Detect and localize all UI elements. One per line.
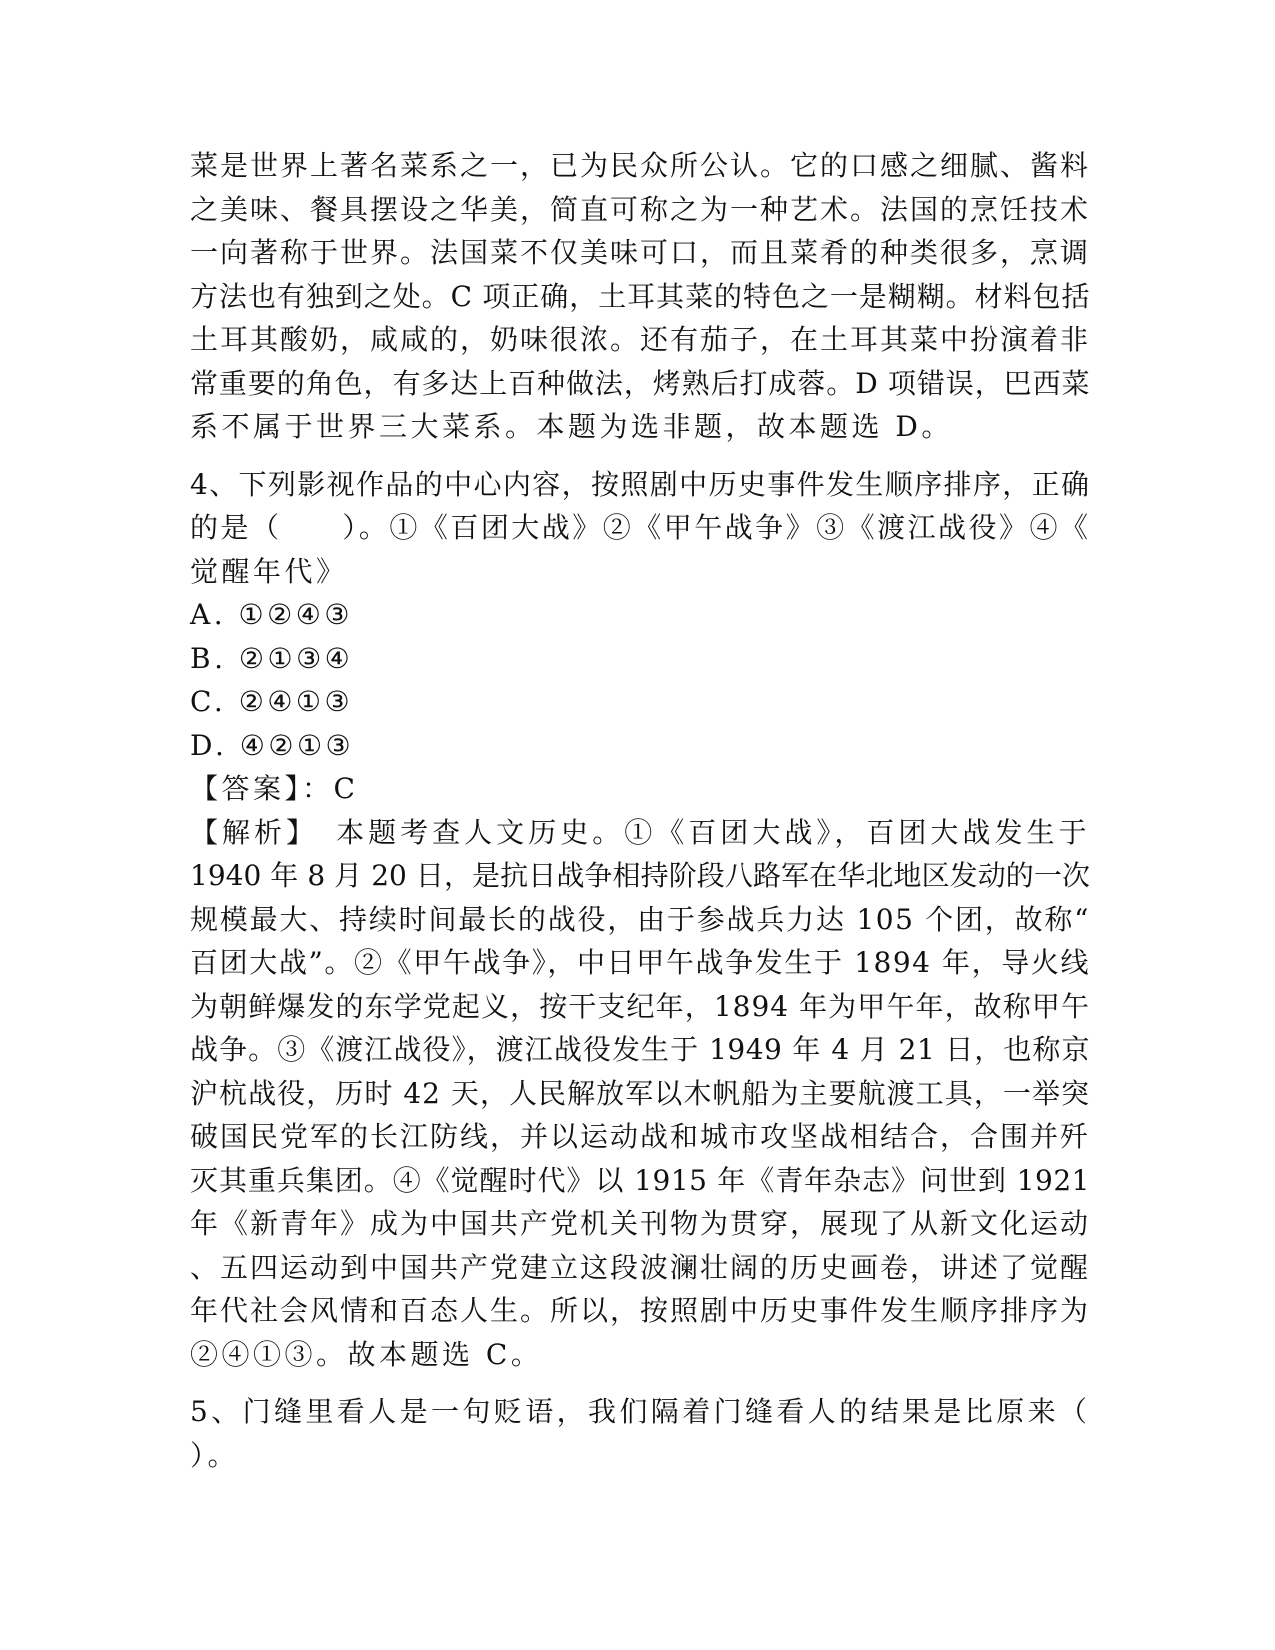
explanation-line: 1940 年 8 月 20 日，是抗日战争相持阶段八路军在华北地区发动的一次	[190, 859, 1090, 892]
question-5	[190, 1390, 1090, 1477]
explanation-line: 【解析】 本题考查人文历史。①《百团大战》，百团大战发生于	[190, 815, 1090, 849]
question-text-line: 4、下列影视作品的中心内容，按照剧中历史事件发生顺序排序，正确	[190, 467, 1090, 501]
question-text-line: 觉醒年代》	[190, 554, 348, 588]
question-text-line: 5、门缝里看人是一句贬语，我们隔着门缝看人的结果是比原来（	[190, 1395, 1090, 1428]
text-line: 土耳其酸奶，咸咸的，奶味很浓。还有茄子，在土耳其菜中扮演着非	[190, 323, 1091, 356]
option-c: C. ②④①③	[190, 685, 354, 718]
explanation-line: 年《新青年》成为中国共产党机关刊物为贯穿，展现了从新文化运动	[190, 1207, 1091, 1240]
paragraph-gap	[190, 1376, 1090, 1390]
text-line: 菜是世界上著名菜系之一，已为民众所公认。它的口感之细腻、酱料	[190, 149, 1091, 182]
option-d: D. ④②①③	[190, 728, 355, 762]
explanation-line: 为朝鲜爆发的东学党起义，按干支纪年，1894 年为甲午年，故称甲午	[190, 989, 1090, 1023]
question-text-line: ）。	[190, 1438, 240, 1472]
explanation-line: 沪杭战役，历时 42 天，人民解放军以木帆船为主要航渡工具，一举突	[190, 1076, 1090, 1110]
text-line: 常重要的角色，有多达上百种做法，烤熟后打成蓉。D 项错误，巴西菜	[190, 366, 1090, 400]
explanation-line: 战争。③《渡江战役》，渡江战役发生于 1949 年 4 月 21 日，也称京	[190, 1033, 1090, 1066]
option-b: B. ②①③④	[190, 641, 354, 675]
text-line: 系不属于世界三大菜系。本题为选非题，故本题选 D。	[190, 410, 953, 443]
paragraph-gap	[190, 449, 1090, 463]
explanation-line: 规模最大、持续时间最长的战役，由于参战兵力达 105 个团，故称“	[190, 902, 1090, 936]
explanation-line: 年代社会风情和百态人生。所以，按照剧中历史事件发生顺序排序为	[190, 1294, 1091, 1327]
explanation-line: 灭其重兵集团。④《觉醒时代》以 1915 年《青年杂志》问世到 1921	[190, 1163, 1090, 1197]
text-line: 方法也有独到之处。C 项正确，土耳其菜的特色之一是糊糊。材料包括	[190, 279, 1090, 313]
option-a: A. ①②④③	[190, 598, 353, 631]
explanation-line: 百团大战”。②《甲午战争》，中日甲午战争发生于 1894 年，导火线	[190, 946, 1090, 979]
q3-explanation-tail	[190, 144, 1090, 449]
explanation-line: 、五四运动到中国共产党建立这段波澜壮阔的历史画卷，讲述了觉醒	[190, 1250, 1091, 1284]
text-line: 之美味、餐具摆设之华美，简直可称之为一种艺术。法国的烹饪技术	[190, 192, 1091, 226]
explanation-line: ②④①③。故本题选 C。	[190, 1337, 543, 1371]
text-line: 一向著称于世界。法国菜不仅美味可口，而且菜肴的种类很多，烹调	[190, 236, 1091, 269]
document-page	[190, 144, 1090, 1477]
question-4	[190, 463, 1090, 1377]
explanation-line: 破国民党军的长江防线，并以运动战和城市攻坚战相结合，合围并歼	[190, 1120, 1091, 1153]
answer-line: 【答案】：C	[190, 772, 359, 805]
question-text-line: 的是（ ）。①《百团大战》②《甲午战争》③《渡江战役》④《	[190, 511, 1090, 544]
